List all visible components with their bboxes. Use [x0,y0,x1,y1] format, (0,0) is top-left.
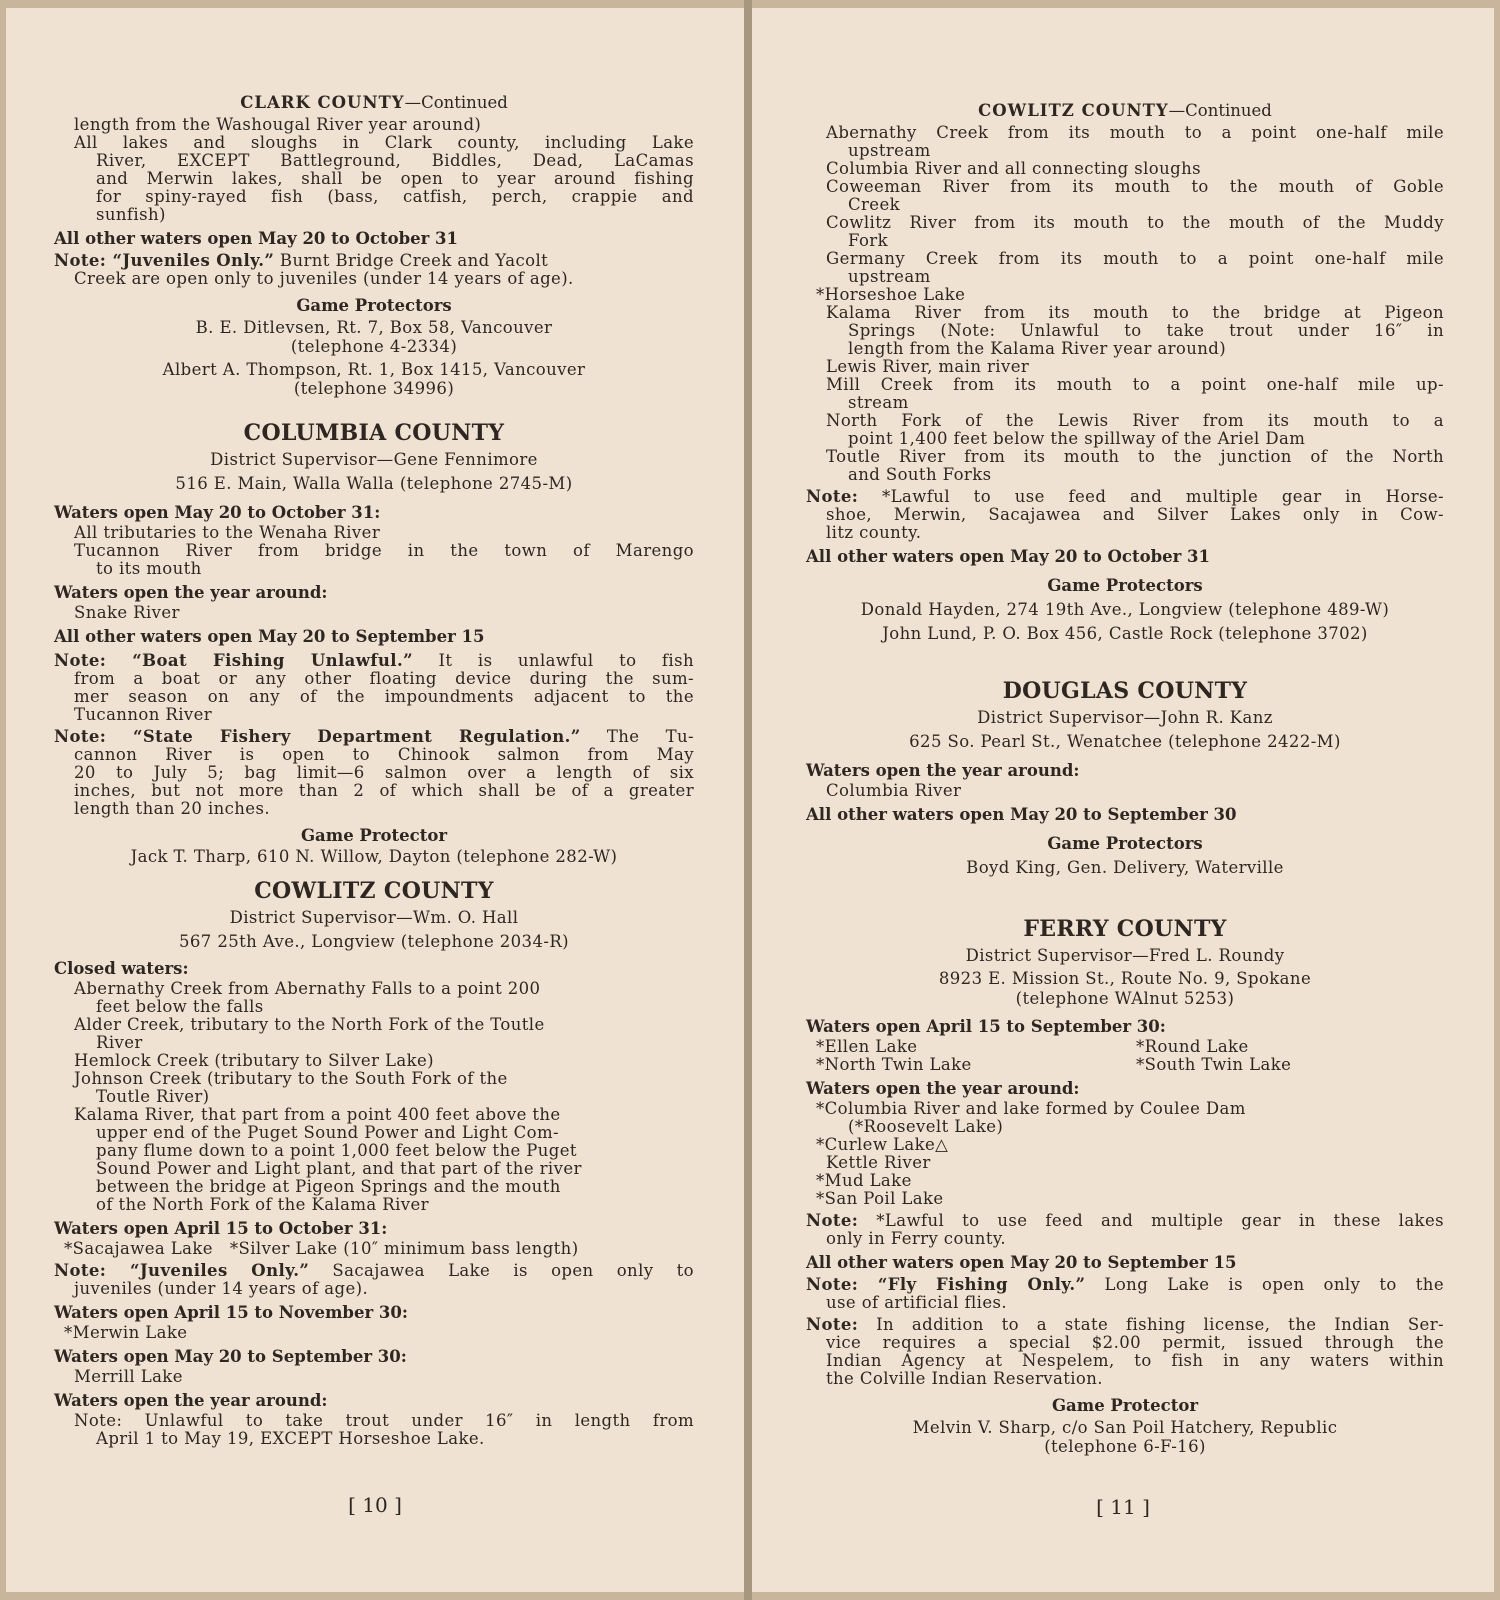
list-item: Hemlock Creek (tributary to Silver Lake) [74,1051,435,1070]
list-item: Coweeman River from its mouth to the mouth of Goble [826,177,1444,196]
right-page [752,8,1494,1592]
list-item: upper end of the Puget Sound Power and Light Com- [96,1123,559,1142]
list-item: to its mouth [96,559,202,578]
list-item: length from the Kalama River year around) [848,339,1227,358]
game-protector-line: (telephone 34996) [293,379,455,398]
list-item: All tributaries to the Wenaha River [74,523,381,542]
cowlitz-continued-header: COWLITZ COUNTY—Continued [978,101,1272,120]
note-line: vice requires a special $2.00 permit, issued through the [826,1333,1444,1352]
douglas-county-title: DOUGLAS COUNTY [1002,678,1248,704]
list-item: Toutle River from its mouth to the junction of the North [826,447,1444,466]
game-protector-line: (telephone 4-2334) [290,337,458,356]
list-item: Sound Power and Light plant, and that part of the river [96,1159,582,1178]
clark-lines [54,116,694,224]
list-item: Germany Creek from its mouth to a point one-half mile [826,249,1444,268]
text-line: sunfish) [96,205,166,224]
cowlitz-other-waters: All other waters open May 20 to October 31 [806,547,1211,566]
ferry-game-protector-heading: Game Protector [1051,1396,1199,1415]
list-row: *Ellen Lake *Round Lake [816,1037,1249,1056]
note-line: litz county. [826,523,922,542]
list-item: *Curlew Lake△ [816,1135,949,1154]
douglas-game-protectors-heading: Game Protectors [1047,834,1203,853]
cowlitz-supervisor: District Supervisor—Wm. O. Hall [229,908,519,927]
ferry-address: 8923 E. Mission St., Route No. 9, Spokane [938,969,1312,988]
douglas-other-waters: All other waters open May 20 to September 30 [806,805,1237,824]
text-line: All lakes and sloughs in Clark county, including Lake [74,133,694,152]
columbia-open1-label: Waters open May 20 to October 31: [54,503,381,522]
list-item: Alder Creek, tributary to the North Fork of the Toutle [74,1015,545,1034]
columbia-game-protector-heading: Game Protector [300,826,448,845]
list-item: Merrill Lake [74,1367,183,1386]
cowlitz-closed-list [54,980,694,1214]
clark-game-protectors-heading: Game Protectors [296,296,452,315]
list-item: upstream [848,141,931,160]
list-item: Tucannon River from bridge in the town of Marengo [74,541,694,560]
note-line: length than 20 inches. [74,799,270,818]
list-item: and South Forks [848,465,992,484]
ferry-apr-sep-label: Waters open April 15 to September 30: [806,1017,1166,1036]
list-item: Kettle River [826,1153,931,1172]
list-item: Kalama River from its mouth to the bridge at Pigeon [826,303,1444,322]
list-item: Columbia River and all connecting sloughs [826,159,1201,178]
list-item: Columbia River [826,781,962,800]
list-item: Abernathy Creek from its mouth to a point one-half mile [826,123,1444,142]
list-item: North Fork of the Lewis River from its mouth to a [826,411,1444,430]
list-item: Springs (Note: Unlawful to take trout under 16″ in [848,321,1444,340]
ferry-year-list [806,1100,1444,1208]
ferry-permit-note: Note: In addition to a state fishing license, the Indian Ser- [806,1315,1444,1334]
douglas-address: 625 So. Pearl St., Wenatchee (telephone 2422-M) [909,732,1341,751]
game-protector-line: Boyd King, Gen. Delivery, Waterville [966,858,1284,877]
list-item: between the bridge at Pigeon Springs and the mouth [96,1177,561,1196]
note-line: Tucannon River [74,705,213,724]
note-line: the Colville Indian Reservation. [826,1369,1103,1388]
list-item: (*Roosevelt Lake) [848,1117,1004,1136]
list-item: Cowlitz River from its mouth to the mouth of the Muddy [826,213,1444,232]
cowlitz-county-title: COWLITZ COUNTY [254,878,494,904]
ferry-supervisor: District Supervisor—Fred L. Roundy [965,946,1285,965]
text-line: River, EXCEPT Battleground, Biddles, Dead, LaCamas [96,151,694,170]
list-item: *Merwin Lake [64,1323,188,1342]
clark-note-line: Creek are open only to juveniles (under 14 years of age). [74,269,574,288]
columbia-open2-label: Waters open the year around: [54,583,328,602]
list-item: Abernathy Creek from Abernathy Falls to a point 200 [74,979,541,998]
book-gutter [744,0,752,1600]
note-line: cannon River is open to Chinook salmon from May [74,745,694,764]
clark-other-waters: All other waters open May 20 to October 31 [54,229,459,248]
game-protector-line: Melvin V. Sharp, c/o San Poil Hatchery, Republic [912,1418,1338,1437]
list-item: Snake River [74,603,180,622]
text-line: length from the Washougal River year around) [74,115,482,134]
columbia-note1: Note: “Boat Fishing Unlawful.” It is unlawful to fish [54,651,694,670]
ferry-feed-note: Note: *Lawful to use feed and multiple gear in these lakes [806,1211,1444,1230]
note-line: inches, but not more than 2 of which shall be of a greater [74,781,694,800]
cowlitz-game-protectors-heading: Game Protectors [1047,576,1203,595]
note-line: juveniles (under 14 years of age). [74,1279,369,1298]
list-item: *Columbia River and lake formed by Coulee Dam [816,1099,1246,1118]
cowlitz-juveniles-note: Note: “Juveniles Only.” Sacajawea Lake is open only to [54,1261,694,1280]
list-item: Lewis River, main river [826,357,1030,376]
list-item: stream [848,393,909,412]
list-item: *Horseshoe Lake [816,285,966,304]
ferry-county-title: FERRY COUNTY [1023,916,1227,942]
list-item: Toutle River) [96,1087,210,1106]
list-item: *Sacajawea Lake *Silver Lake (10″ minimum bass length) [64,1239,579,1258]
list-item: feet below the falls [96,997,264,1016]
douglas-supervisor: District Supervisor—John R. Kanz [977,708,1273,727]
list-item: Mill Creek from its mouth to a point one-half mile up- [826,375,1444,394]
cowlitz-apr-nov-label: Waters open April 15 to November 30: [54,1303,408,1322]
note-line: Note: Unlawful to take trout under 16″ in length from [74,1411,694,1430]
game-protector-line: John Lund, P. O. Box 456, Castle Rock (telephone 3702) [882,624,1368,643]
page-number: [ 10 ] [348,1493,402,1517]
ferry-fly-note: Note: “Fly Fishing Only.” Long Lake is open only to the [806,1275,1444,1294]
list-item: Fork [848,231,888,250]
cowlitz-open-list [806,124,1444,484]
note-line: only in Ferry county. [826,1229,1007,1248]
game-protector-line: B. E. Ditlevsen, Rt. 7, Box 58, Vancouver [195,318,553,337]
clark-continued-header: CLARK COUNTY—Continued [240,93,508,112]
list-item: Creek [848,195,901,214]
ferry-address: (telephone WAlnut 5253) [1015,989,1235,1008]
columbia-address: 516 E. Main, Walla Walla (telephone 2745-M) [175,474,573,493]
list-item: point 1,400 feet below the spillway of the Ariel Dam [848,429,1306,448]
clark-note: Note: “Juveniles Only.” Burnt Bridge Creek and Yacolt [54,251,549,270]
note-line: April 1 to May 19, EXCEPT Horseshoe Lake. [96,1429,485,1448]
list-item: *San Poil Lake [816,1189,944,1208]
list-item: River [96,1033,143,1052]
note-line: from a boat or any other floating device during the sum- [74,669,694,688]
cowlitz-year-label: Waters open the year around: [54,1391,328,1410]
note-line: Indian Agency at Nespelem, to fish in any waters within [826,1351,1444,1370]
cowlitz-address: 567 25th Ave., Longview (telephone 2034-R) [179,932,569,951]
game-protector-line: Albert A. Thompson, Rt. 1, Box 1415, Vancouver [162,360,586,379]
columbia-note2: Note: “State Fishery Department Regulation.” The Tu- [54,727,695,746]
ferry-other-waters: All other waters open May 20 to September 15 [806,1253,1237,1272]
note-line: mer season on any of the impoundments adjacent to the [74,687,694,706]
note-line: use of artificial flies. [826,1293,1008,1312]
list-item: of the North Fork of the Kalama River [96,1195,429,1214]
columbia-other-waters: All other waters open May 20 to September 15 [54,627,485,646]
note-line: shoe, Merwin, Sacajawea and Silver Lakes only in Cow- [826,505,1444,524]
list-item: pany flume down to a point 1,000 feet below the Puget [96,1141,577,1160]
douglas-year-label: Waters open the year around: [806,761,1080,780]
list-item: *Mud Lake [816,1171,912,1190]
columbia-county-title: COLUMBIA COUNTY [243,420,505,446]
cowlitz-may-sep-label: Waters open May 20 to September 30: [54,1347,407,1366]
text-line: for spiny-rayed fish (bass, catfish, perch, crappie and [96,187,694,206]
game-protector-line: Donald Hayden, 274 19th Ave., Longview (telephone 489-W) [860,600,1390,619]
ferry-year-label: Waters open the year around: [806,1079,1080,1098]
columbia-supervisor: District Supervisor—Gene Fennimore [210,450,538,469]
page-number: [ 11 ] [1096,1495,1150,1519]
list-item: Johnson Creek (tributary to the South Fork of the [74,1069,508,1088]
list-item: Kalama River, that part from a point 400 feet above the [74,1105,561,1124]
cowlitz-closed-label: Closed waters: [54,959,189,978]
list-item: upstream [848,267,931,286]
list-row: *North Twin Lake *South Twin Lake [816,1055,1292,1074]
note-line: 20 to July 5; bag limit—6 salmon over a length of six [74,763,694,782]
text-line: and Merwin lakes, shall be open to year around fishing [96,169,694,188]
left-page [6,8,744,1592]
cowlitz-apr-oct-label: Waters open April 15 to October 31: [54,1219,388,1238]
game-protector-line: Jack T. Tharp, 610 N. Willow, Dayton (telephone 282-W) [130,847,618,866]
game-protector-line: (telephone 6-F-16) [1044,1437,1206,1456]
cowlitz-feed-note: Note: *Lawful to use feed and multiple gear in Horse- [806,487,1444,506]
